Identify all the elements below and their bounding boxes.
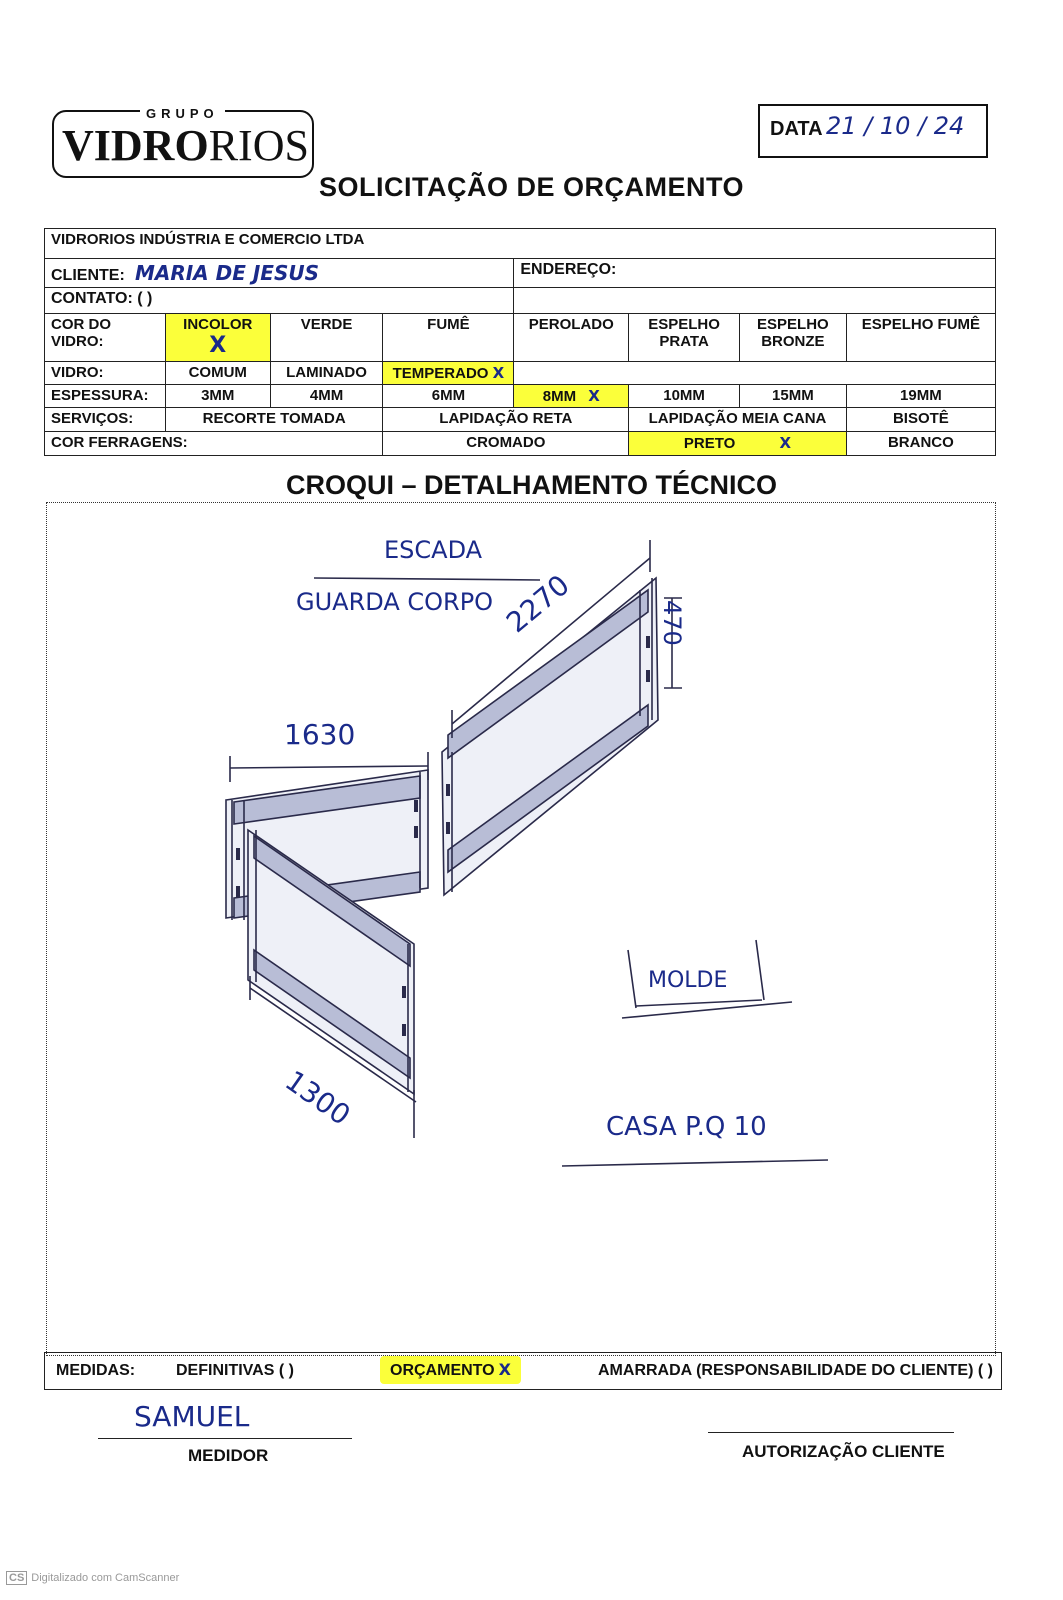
thickness-label: ESPESSURA: (45, 385, 166, 408)
address-label: ENDEREÇO: (520, 261, 617, 278)
sketch-title: CROQUI – DETALHAMENTO TÉCNICO (285, 470, 777, 500)
note-underline (314, 578, 540, 580)
thickness-15mm[interactable]: 15MM (740, 385, 847, 408)
hardware-label: COR FERRAGENS: (45, 432, 383, 456)
thickness-option: 8MM (542, 388, 577, 405)
service-lapidacao-reta[interactable]: LAPIDAÇÃO RETA (383, 408, 629, 432)
client-signature-line[interactable] (708, 1432, 954, 1433)
measures-quote-check: X (498, 1360, 511, 1379)
thickness-3mm[interactable]: 3MM (165, 385, 270, 408)
date-value: 21 / 10 / 24 (826, 112, 965, 140)
glass-type-laminado[interactable]: LAMINADO (270, 362, 383, 385)
glass-color-espelho-bronze[interactable]: ESPELHO BRONZE (740, 314, 847, 362)
service-recorte-tomada[interactable]: RECORTE TOMADA (165, 408, 383, 432)
camscanner-icon: CS (6, 1571, 27, 1585)
logo-group-text: GRUPO (140, 106, 225, 121)
glass-color-perolado[interactable]: PEROLADO (514, 314, 629, 362)
thickness-6mm[interactable]: 6MM (383, 385, 514, 408)
logo-light: RIOS (208, 121, 309, 170)
dimension-long: 2270 (500, 568, 576, 640)
glass-color-espelho-fume[interactable]: ESPELHO FUMÊ (846, 314, 995, 362)
glass-type-check: X (492, 364, 505, 382)
measures-quote-label: ORÇAMENTO (390, 1362, 495, 1379)
measures-definitive[interactable]: DEFINITIVAS ( ) (176, 1362, 294, 1379)
thickness-19mm[interactable]: 19MM (846, 385, 995, 408)
hardware-check: X (779, 434, 792, 452)
glass-type-comum[interactable]: COMUM (165, 362, 270, 385)
thickness-10mm[interactable]: 10MM (629, 385, 740, 408)
measures-label: MEDIDAS: (56, 1362, 136, 1379)
glass-type-option: TEMPERADO (392, 365, 489, 382)
client-label: CLIENTE: (51, 267, 125, 284)
service-lapidacao-meia-cana[interactable]: LAPIDAÇÃO MEIA CANA (629, 408, 847, 432)
hardware-cromado[interactable]: CROMADO (383, 432, 629, 456)
dim-line-middle (230, 766, 428, 768)
company-name: VIDRORIOS INDÚSTRIA E COMERCIO LTDA (45, 229, 996, 259)
measures-tied[interactable]: AMARRADA (RESPONSABILIDADE DO CLIENTE) ( ) (598, 1362, 993, 1379)
glass-color-option: INCOLOR (183, 316, 253, 333)
thickness-check: X (588, 387, 600, 405)
note-railing: GUARDA CORPO (296, 588, 494, 616)
page-title: SOLICITAÇÃO DE ORÇAMENTO (318, 172, 744, 202)
client-value: MARIA DE JESUS (134, 261, 319, 285)
logo-bold: VIDRO (62, 121, 209, 170)
dimension-short: 1300 (279, 1064, 357, 1132)
location-underline (562, 1160, 828, 1166)
measurer-signature-line (98, 1438, 352, 1439)
thickness-4mm[interactable]: 4MM (270, 385, 383, 408)
scanner-text: Digitalizado com CamScanner (31, 1572, 180, 1584)
note-stair: ESCADA (384, 536, 483, 564)
scanner-footer (6, 1572, 179, 1584)
glass-color-check: X (209, 333, 227, 358)
client-authorization-label: AUTORIZAÇÃO CLIENTE (742, 1442, 945, 1461)
template-label: MOLDE (648, 968, 728, 993)
hardware-branco[interactable]: BRANCO (846, 432, 995, 456)
hardware-option: PRETO (683, 435, 736, 452)
glass-color-verde[interactable]: VERDE (270, 314, 383, 362)
measurer-signature: SAMUEL (134, 1400, 250, 1433)
glass-color-fume[interactable]: FUMÊ (383, 314, 514, 362)
glass-color-label: COR DO VIDRO: (45, 314, 166, 362)
date-label: DATA (770, 118, 823, 140)
measures-quote[interactable] (380, 1356, 521, 1384)
glass-color-espelho-prata[interactable]: ESPELHO PRATA (629, 314, 740, 362)
dimension-middle: 1630 (284, 718, 356, 751)
glass-type-label: VIDRO: (45, 362, 166, 385)
contact-label: CONTATO: ( ) (51, 290, 153, 307)
service-bisote[interactable]: BISOTÊ (846, 408, 995, 432)
location-note: CASA P.Q 10 (606, 1112, 767, 1142)
services-label: SERVIÇOS: (45, 408, 166, 432)
measurer-label: MEDIDOR (188, 1446, 269, 1465)
dimension-height: 470 (658, 600, 686, 646)
